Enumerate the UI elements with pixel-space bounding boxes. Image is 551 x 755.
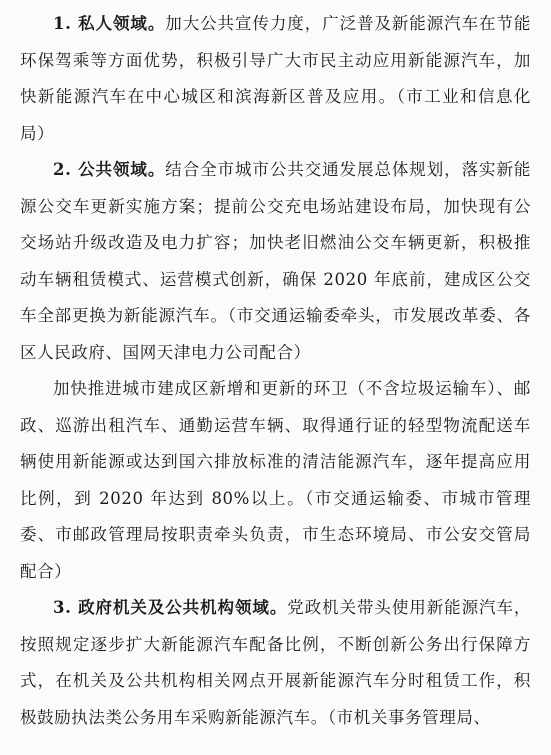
paragraph-body-public-sector: 结合全市城市公共交通发展总体规划，落实新能源公交车更新实施方案；提前公交充电场站建设布局，加快现有公交场站升级改造及电力扩容；加快老旧燃油公交车辆更新，积极推动车辆租赁模式、运营模式创新，确保 2020 年底前，建成区公交车全部更换为新能源汽车。（市交通运输委牵头，市发展改革委、各区人民政府、国网天津电力公司配合） bbox=[20, 160, 531, 362]
paragraph-government-agencies bbox=[20, 590, 531, 736]
section-heading-private-sector: 1. 私人领域。 bbox=[53, 14, 166, 33]
paragraph-body-government-agencies: 党政机关带头使用新能源汽车，按照规定逐步扩大新能源汽车配备比例，不断创新公务出行保障方式，在机关及公共机构相关网点开展新能源汽车分时租赁工作，积极鼓励执法类公务用车采购新能源汽车。（市机关事务管理局、 bbox=[20, 598, 531, 727]
paragraph-public-sector bbox=[20, 152, 531, 371]
paragraph-sanitation-logistics bbox=[20, 371, 531, 590]
section-heading-public-sector: 2. 公共领域。 bbox=[53, 160, 166, 179]
paragraph-body-private-sector: 加大公共宣传力度，广泛普及新能源汽车在节能环保驾乘等方面优势，积极引导广大市民主动应用新能源汽车，加快新能源汽车在中心城区和滨海新区普及应用。（市工业和信息化局） bbox=[20, 14, 531, 143]
section-heading-government-agencies: 3. 政府机关及公共机构领域。 bbox=[53, 598, 288, 617]
paragraph-body-sanitation-logistics: 加快推进城市建成区新增和更新的环卫（不含垃圾运输车）、邮政、巡游出租汽车、通勤运营车辆、取得通行证的轻型物流配送车辆使用新能源或达到国六排放标准的清洁能源汽车，逐年提高应用比例，到 2020 年达到 80%以上。（市交通运输委、市城市管理委、市邮政管理局按职责牵头负责，市生态环境局、市公安交管局配合） bbox=[20, 379, 531, 581]
paragraph-private-sector bbox=[20, 6, 531, 152]
